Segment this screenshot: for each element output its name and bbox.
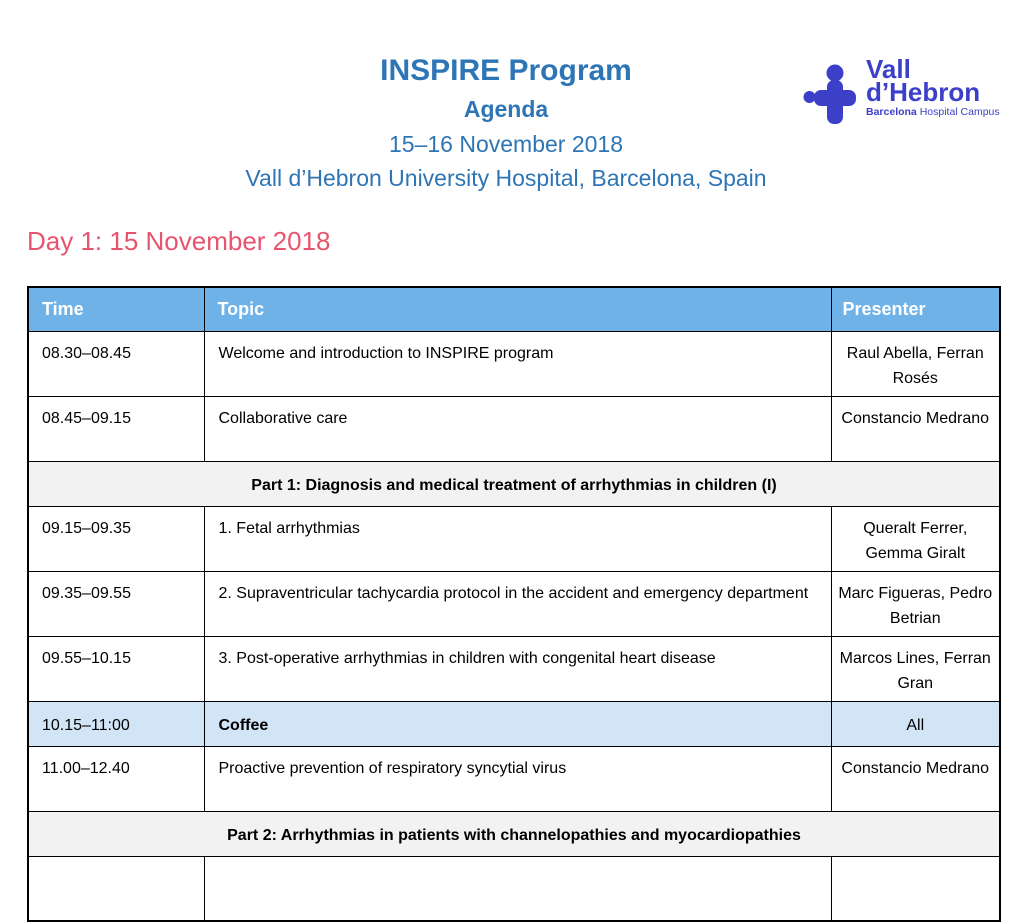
logo-word-line1: Vall	[866, 54, 911, 84]
cell-time: 10.15–11:00	[28, 701, 204, 746]
day-heading: Day 1: 15 November 2018	[27, 226, 331, 256]
cell-time: 09.55–10.15	[28, 636, 204, 701]
table-row	[28, 331, 1000, 396]
cell-topic: Proactive prevention of respiratory syncytial virus	[204, 746, 831, 811]
cell-topic: 1. Fetal arrhythmias	[204, 506, 831, 571]
cell-topic: 3. Post-operative arrhythmias in children with congenital heart disease	[204, 636, 831, 701]
cell-topic: Welcome and introduction to INSPIRE program	[204, 331, 831, 396]
column-header-topic: Topic	[204, 287, 831, 331]
section-title: Part 1: Diagnosis and medical treatment of arrhythmias in children (I)	[28, 461, 1000, 506]
cell-time: 08.45–09.15	[28, 396, 204, 461]
cell-topic: Collaborative care	[204, 396, 831, 461]
cell-topic: Coffee	[204, 701, 831, 746]
column-header-time: Time	[28, 287, 204, 331]
table-row	[28, 396, 1000, 461]
table-row	[28, 636, 1000, 701]
section-row	[28, 461, 1000, 506]
logo-word-line2: d’Hebron	[866, 77, 981, 107]
cell-time: 11.00–12.40	[28, 746, 204, 811]
header-row	[28, 287, 1000, 331]
cell-presenter	[831, 856, 1000, 921]
table-row	[28, 856, 1000, 921]
event-venue: Vall d’Hebron University Hospital, Barcelona, Spain	[245, 165, 767, 191]
logo-tagline-rest: Hospital Campus	[916, 106, 1000, 118]
cell-topic: 2. Supraventricular tachycardia protocol in the accident and emergency department	[204, 571, 831, 636]
event-dates: 15–16 November 2018	[389, 131, 623, 157]
cell-topic	[204, 856, 831, 921]
cell-presenter: Marc Figueras, Pedro Betrian	[831, 571, 1000, 636]
cell-presenter: Queralt Ferrer, Gemma Giralt	[831, 506, 1000, 571]
table-row	[28, 746, 1000, 811]
cell-presenter: Raul Abella, Ferran Rosés	[831, 331, 1000, 396]
logo-tagline	[866, 106, 1000, 118]
table-row	[28, 701, 1000, 746]
hospital-logo-text	[866, 54, 1000, 118]
cell-presenter: Constancio Medrano	[831, 396, 1000, 461]
cell-time: 09.35–09.55	[28, 571, 204, 636]
cell-time: 09.15–09.35	[28, 506, 204, 571]
column-header-presenter: Presenter	[831, 287, 1000, 331]
table-row	[28, 506, 1000, 571]
agenda-table-header	[28, 287, 1000, 331]
agenda-table-body	[28, 331, 1000, 921]
cell-time: 08.30–08.45	[28, 331, 204, 396]
section-title: Part 2: Arrhythmias in patients with channelopathies and myocardiopathies	[28, 811, 1000, 856]
page-title: INSPIRE Program	[380, 54, 632, 87]
cell-presenter: Marcos Lines, Ferran Gran	[831, 636, 1000, 701]
cell-presenter: All	[831, 701, 1000, 746]
table-row	[28, 571, 1000, 636]
hospital-cross-icon	[802, 60, 862, 126]
cell-time	[28, 856, 204, 921]
agenda-table	[27, 286, 1001, 922]
logo-tagline-bold: Barcelona	[866, 106, 917, 118]
cell-presenter: Constancio Medrano	[831, 746, 1000, 811]
section-row	[28, 811, 1000, 856]
page-subtitle: Agenda	[463, 96, 549, 122]
hospital-logo	[802, 54, 1000, 126]
